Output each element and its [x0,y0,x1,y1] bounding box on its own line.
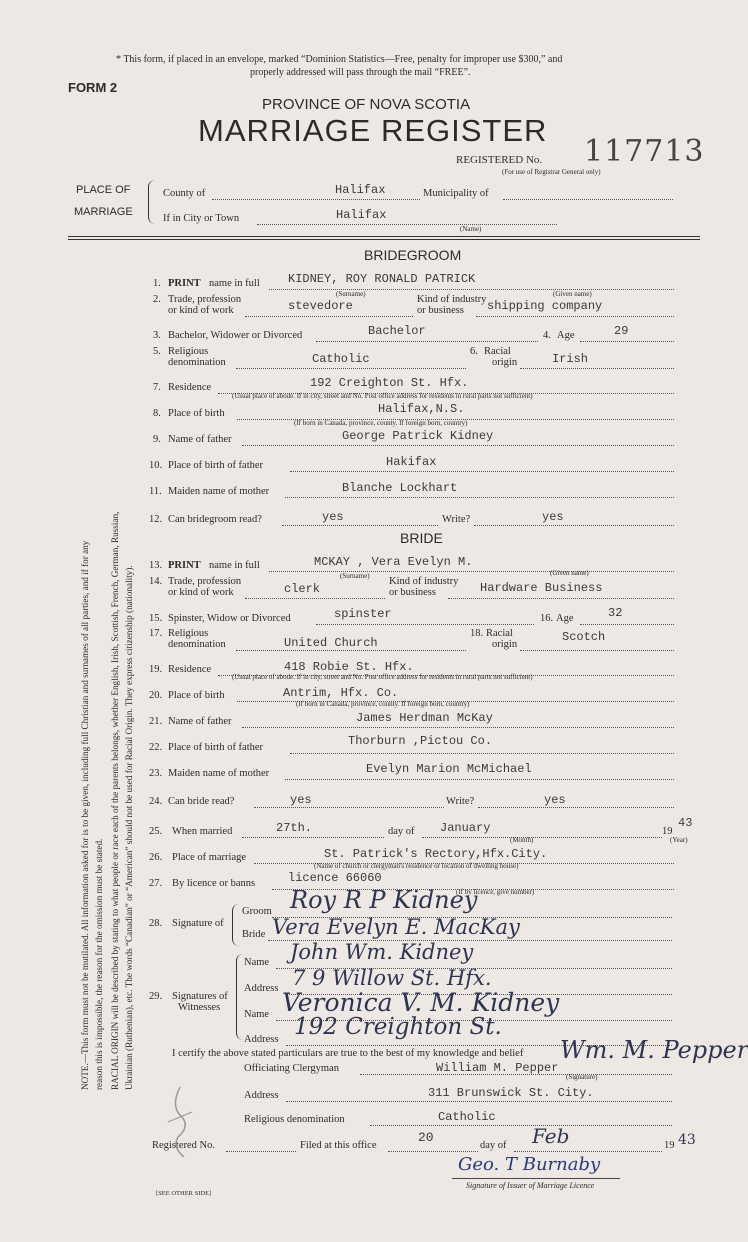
bride-father-birthplace: Thorburn ,Pictou Co. [348,734,493,748]
filed-day-of-label: day of [480,1140,507,1151]
bride-write-label: Write? [446,796,475,807]
bride-racial-origin: Scotch [562,630,606,644]
field-11-label: Maiden name of mother [168,486,270,497]
field-16-label: Age [556,613,574,624]
field-20-number: 20. [149,690,163,701]
margin-note-line-4: Ukrainian (Ruthenian), etc. The words “Canadian” or “American” should not be used for Racial Origin. They express citizenship (nationality). [124,565,134,1090]
groom-religion: Catholic [312,352,370,366]
bride-age: 32 [608,606,623,620]
margin-note-line-1: NOTE.—This form must not be mutilated. All information asked for is to be given, including full Christian and surnames of all parties, and if for any [80,540,90,1090]
field-27-label: By licence or banns [172,878,256,889]
field-29-label-b: Witnesses [178,1002,221,1013]
postal-note-line-1: * This form, if placed in an envelope, marked “Dominion Statistics—Free, penalty for improper use $300,” and [116,54,563,65]
field-8-number: 8. [153,408,161,419]
clergy-address: 311 Brunswick St. City. [428,1086,594,1100]
field-6-label-a: Racial [484,346,511,357]
field-11-number: 11. [149,486,162,497]
witness-brace [236,954,243,1040]
field-18-label-a: Racial [486,628,513,639]
field-3-number: 3. [153,330,161,341]
field-18-number: 18. [470,628,484,639]
field-17-label-a: Religious [168,628,209,639]
bride-birthplace-caption: (If born in Canada, province, county. If foreign born, country) [296,700,470,708]
married-year-caption: (Year) [670,836,688,844]
bride-industry: Hardware Business [480,581,603,595]
field-16-number: 16. [540,613,554,624]
county-value: Halifax [335,183,386,197]
field-19-label: Residence [168,664,212,675]
field-9-number: 9. [153,434,161,445]
field-29-number: 29. [149,991,163,1002]
officiating-clergyman: William M. Pepper [436,1061,559,1075]
field-12-label: Can bridegroom read? [168,514,262,525]
bride-residence-caption: (Usual place of abode. If in city, street and No. Post office address for residents in rural parts not sufficient) [232,673,533,681]
groom-write-label: Write? [442,514,471,525]
field-23-label: Maiden name of mother [168,768,270,779]
field-8-label: Place of birth [168,408,225,419]
filed-month: Feb [532,1124,570,1148]
province-title: PROVINCE OF NOVA SCOTIA [262,96,471,113]
county-label: County of [163,188,206,199]
denomination-label: Religious denomination [244,1114,345,1125]
married-day: 27th. [276,821,313,835]
groom-racial-origin: Irish [552,352,589,366]
witness-2-address: 192 Creighton St. [294,1014,502,1040]
licence-number: licence 66060 [288,871,382,885]
witness-1-address: 7 9 Willow St. Hfx. [292,966,492,990]
field-7-number: 7. [153,382,161,393]
bride-can-read: yes [290,793,312,807]
field-29-label-a: Signatures of [172,991,228,1002]
field-24-label: Can bride read? [168,796,235,807]
field-6-label-b: origin [492,357,518,368]
groom-industry: shipping company [487,299,603,313]
field-14-label-b: or kind of work [168,587,234,598]
field-6-number: 6. [470,346,478,357]
form-title: MARRIAGE REGISTER [198,113,548,148]
field-2-label-a: Trade, profession [168,294,242,305]
bride-mother-maiden-name: Evelyn Marion McMichael [366,762,532,776]
groom-can-write: yes [542,510,564,524]
field-4-number: 4. [543,330,551,341]
field-13-number: 13. [149,560,163,571]
field-22-number: 22. [149,742,163,753]
bride-signature-label: Bride [242,929,266,940]
field-17-label-b: denomination [168,639,226,650]
field-26-number: 26. [149,852,163,863]
groom-residence: 192 Creighton St. Hfx. [310,376,469,390]
bridegroom-heading: BRIDEGROOM [364,247,462,263]
field-19-number: 19. [149,664,163,675]
officiating-signature-caption: (Signature) [566,1073,598,1081]
filed-label: Filed at this office [300,1140,377,1151]
field-12-number: 12. [149,514,163,525]
groom-mother-maiden-name: Blanche Lockhart [342,481,458,495]
field-25-label: When married [172,826,233,837]
field-17-number: 17. [149,628,163,639]
field-4-label: Age [557,330,575,341]
registered-label: REGISTERED No. [456,154,543,166]
field-10-label: Place of birth of father [168,460,264,471]
bride-religion: United Church [284,636,378,650]
filed-year: 43 [678,1132,696,1148]
field-20-label: Place of birth [168,690,225,701]
groom-can-read: yes [322,510,344,524]
married-day-of-label: day of [388,826,415,837]
municipality-label: Municipality of [423,188,489,199]
margin-note-line-2: reason this is impossible, the reason for the omission must be stated. [94,838,104,1090]
place-label-2: MARRIAGE [74,206,133,218]
bride-full-name: MCKAY , Vera Evelyn M. [314,555,473,569]
field-5-label-a: Religious [168,346,209,357]
certify-statement: I certify the above stated particulars are true to the best of my knowledge and belief [172,1048,524,1059]
registered-number: 117713 [584,134,705,169]
field-7-label: Residence [168,382,212,393]
filed-year-prefix: 19 [664,1140,675,1151]
witness-1-name-label: Name [244,957,270,968]
witness-2-name-label: Name [244,1009,270,1020]
field-27-number: 27. [149,878,163,889]
field-21-number: 21. [149,716,163,727]
groom-marital-status: Bachelor [368,324,426,338]
bride-can-write: yes [544,793,566,807]
field-13-print: PRINT [168,560,201,571]
postal-note-line-2: properly addressed will pass through the mail “FREE”. [250,67,471,78]
groom-given-caption: (Given name) [553,290,592,298]
field-1-number: 1. [153,278,161,289]
groom-age: 29 [614,324,629,338]
field-28-label: Signature of [172,918,224,929]
registrar-note: (For use of Registrar General only) [502,168,601,176]
married-month-caption: (Month) [510,836,534,844]
field-5-number: 5. [153,346,161,357]
licence-caption: (If by licence, give number) [456,888,535,896]
field-10-number: 10. [149,460,163,471]
bride-trade: clerk [284,582,321,596]
groom-industry-label-b: or business [417,305,464,316]
field-21-label: Name of father [168,716,232,727]
groom-signature-label: Groom [242,906,272,917]
groom-surname-caption: (Surname) [336,290,366,298]
field-22-label: Place of birth of father [168,742,264,753]
field-24-number: 24. [149,796,163,807]
city-label: If in City or Town [163,213,240,224]
bride-industry-label-b: or business [389,587,436,598]
groom-birthplace-caption: (If born in Canada, province, county. If foreign born, country) [294,419,468,427]
witness-2-name: Veronica V. M. Kidney [282,988,560,1017]
signature-brace [232,904,239,946]
field-28-number: 28. [149,918,163,929]
groom-residence-caption: (Usual place of abode. If in city, street and No. Post office address for residents in rural parts not sufficient) [232,392,533,400]
field-3-label: Bachelor, Widower or Divorced [168,330,303,341]
married-year-prefix: 19 [662,826,673,837]
bride-residence: 418 Robie St. Hfx. [284,660,414,674]
groom-full-name: KIDNEY, ROY RONALD PATRICK [288,272,476,286]
groom-father-birthplace: Hakifax [386,455,437,469]
denomination-value: Catholic [438,1110,496,1124]
pencil-mark-icon [160,1082,200,1162]
field-5-label-b: denomination [168,357,226,368]
form-number: FORM 2 [68,80,118,95]
groom-trade: stevedore [288,299,353,313]
place-label-1: PLACE OF [76,184,131,196]
field-18-label-b: origin [492,639,518,650]
see-other-side: [SEE OTHER SIDE] [156,1190,212,1197]
city-value: Halifax [336,208,387,222]
field-26-label: Place of marriage [172,852,247,863]
bride-heading: BRIDE [400,530,443,546]
bride-father-name: James Herdman McKay [356,711,493,725]
field-1-label: name in full [209,278,260,289]
field-15-number: 15. [149,613,163,624]
married-year: 43 [678,816,693,830]
field-9-label: Name of father [168,434,232,445]
witness-2-address-label: Address [244,1034,279,1045]
groom-industry-label-a: Kind of industry [417,294,487,305]
married-month: January [440,821,491,835]
field-2-number: 2. [153,294,161,305]
issuer-caption: Signature of Issuer of Marriage Licence [466,1181,595,1190]
city-name-caption: (Name) [460,225,482,233]
field-23-number: 23. [149,768,163,779]
issuer-signature: Geo. T Burnaby [458,1154,601,1175]
field-14-number: 14. [149,576,163,587]
witness-1-address-label: Address [244,983,279,994]
field-14-label-a: Trade, profession [168,576,242,587]
margin-note-line-3: RACIAL ORIGIN will be described by stating to what people or race each of the parents belongs, whether English, Irish, Scottish, French, German, Russian, [110,511,120,1090]
bride-signature: Vera Evelyn E. MacKay [272,915,520,939]
field-1-print: PRINT [168,278,201,289]
bride-marital-status: spinster [334,607,392,621]
filed-day: 20 [418,1130,434,1145]
field-25-number: 25. [149,826,163,837]
field-13-label: name in full [209,560,260,571]
registered-no-label: Registered No. [152,1140,215,1151]
marriage-place-caption: (Name of church or clergyman's residence or location of dwelling house) [314,862,519,870]
bride-birthplace: Antrim, Hfx. Co. [283,686,399,700]
clergy-signature: Wm. M. Pepper [560,1036,748,1064]
field-15-label: Spinster, Widow or Divorced [168,613,291,624]
groom-birthplace: Halifax,N.S. [378,402,465,416]
witness-1-name: John Wm. Kidney [290,940,474,964]
place-brace [148,180,155,224]
clergy-address-label: Address [244,1090,279,1101]
groom-father-name: George Patrick Kidney [342,429,494,443]
field-2-label-b: or kind of work [168,305,234,316]
bride-surname-caption: (Surname) [340,572,370,580]
bride-industry-label-a: Kind of industry [389,576,459,587]
officiating-label: Officiating Clergyman [244,1063,339,1074]
bride-given-caption: (Given name) [550,569,589,577]
groom-signature: Roy R P Kidney [290,886,478,914]
marriage-place: St. Patrick's Rectory,Hfx.City. [324,847,548,861]
